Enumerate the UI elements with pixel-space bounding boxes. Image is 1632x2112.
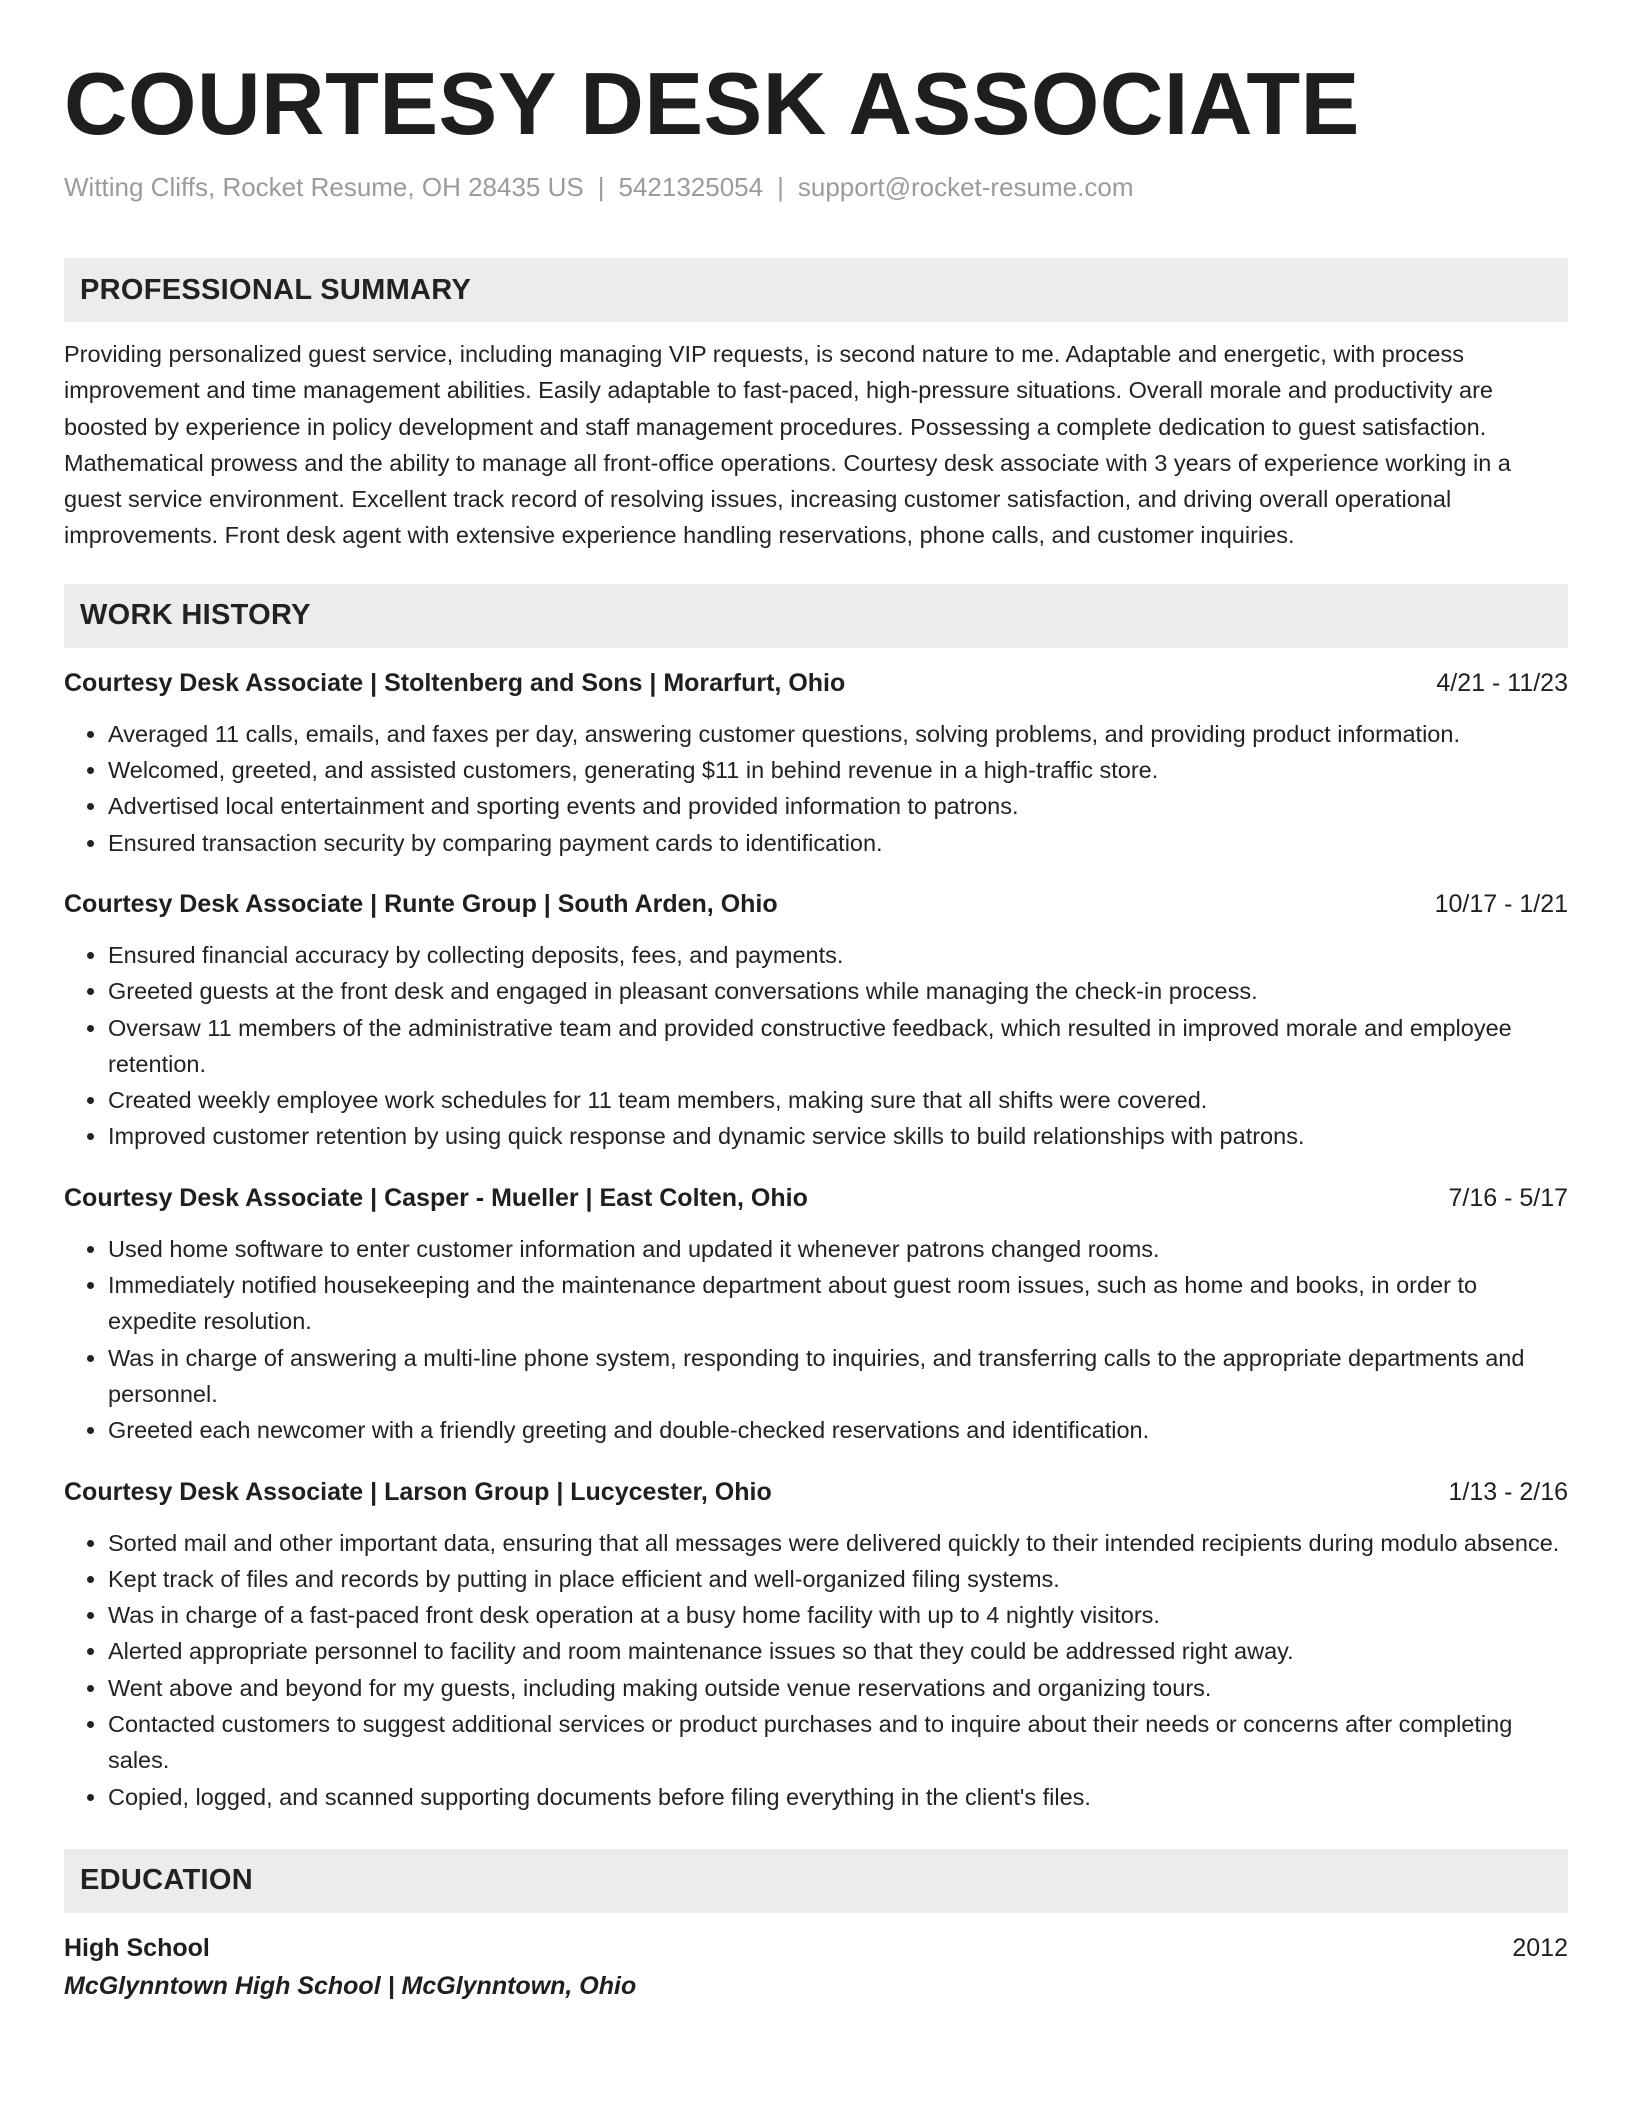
work-history-list [64, 666, 1568, 1815]
job-bullet: • Created weekly employee work schedules for 11 team members, making sure that all shifts were covered. [108, 1082, 1568, 1118]
education-entry [64, 1931, 1568, 2003]
job-title: Courtesy Desk Associate | Stoltenberg and Sons | Morarfurt, Ohio [64, 668, 846, 697]
job-header [64, 1475, 1568, 1509]
job-entry [64, 887, 1568, 1155]
education-degree: High School [64, 1933, 210, 1962]
job-bullet: • Used home software to enter customer information and updated it whenever patrons changed rooms. [108, 1231, 1568, 1267]
education-year: 2012 [1512, 1933, 1568, 1962]
job-entry [64, 1181, 1568, 1449]
job-header [64, 1181, 1568, 1215]
contact-email: support@rocket-resume.com [797, 172, 1134, 202]
job-title: Courtesy Desk Associate | Casper - Mueller | East Colten, Ohio [64, 1183, 808, 1212]
job-bullet: • Immediately notified housekeeping and the maintenance department about guest room issues, such as home and books, in order to expedite resolution. [108, 1267, 1568, 1340]
job-dates: 1/13 - 2/16 [1448, 1477, 1568, 1506]
job-bullet: • Welcomed, greeted, and assisted customers, generating $11 in behind revenue in a high-traffic store. [108, 752, 1568, 788]
job-bullets [64, 716, 1568, 861]
job-bullet: • Averaged 11 calls, emails, and faxes per day, answering customer questions, solving problems, and providing product information. [108, 716, 1568, 752]
job-bullet: • Advertised local entertainment and sporting events and provided information to patrons. [108, 788, 1568, 824]
job-bullet: • Contacted customers to suggest additional services or product purchases and to inquire about their needs or concerns after completing sales. [108, 1706, 1568, 1779]
job-bullet: • Oversaw 11 members of the administrative team and provided constructive feedback, which resulted in improved morale and employee retention. [108, 1010, 1568, 1083]
job-bullets [64, 1525, 1568, 1815]
job-bullet: • Ensured financial accuracy by collecting deposits, fees, and payments. [108, 937, 1568, 973]
job-bullets [64, 1231, 1568, 1449]
job-bullet: • Sorted mail and other important data, ensuring that all messages were delivered quickly to their intended recipients during modulo absence. [108, 1525, 1568, 1561]
job-bullets [64, 937, 1568, 1155]
job-bullet: • Was in charge of answering a multi-line phone system, responding to inquiries, and transferring calls to the appropriate departments and personnel. [108, 1340, 1568, 1413]
job-dates: 10/17 - 1/21 [1434, 889, 1568, 918]
job-bullet: • Alerted appropriate personnel to facility and room maintenance issues so that they could be addressed right away. [108, 1633, 1568, 1669]
job-bullet: • Kept track of files and records by putting in place efficient and well-organized filing systems. [108, 1561, 1568, 1597]
job-bullet: • Greeted each newcomer with a friendly greeting and double-checked reservations and identification. [108, 1412, 1568, 1448]
job-header [64, 887, 1568, 921]
resume-name: COURTESY DESK ASSOCIATE [64, 54, 1360, 153]
contact-separator: | [597, 172, 605, 202]
job-bullet: • Copied, logged, and scanned supporting documents before filing everything in the client's files. [108, 1779, 1568, 1815]
job-entry [64, 666, 1568, 861]
education-school: McGlynntown High School | McGlynntown, Ohio [64, 1971, 637, 2000]
job-entry [64, 1475, 1568, 1815]
section-heading-education: EDUCATION [64, 1849, 1568, 1913]
job-dates: 7/16 - 5/17 [1448, 1183, 1568, 1212]
section-heading-summary: PROFESSIONAL SUMMARY [64, 258, 1568, 322]
contact-phone: 5421325054 [618, 172, 764, 202]
summary-text: Providing personalized guest service, including managing VIP requests, is second nature to me. Adaptable and energetic, with process improvement and time management abilities. Easily adaptable to fast-paced, high-pressure situations. Overall morale and productivity are boosted by experience in policy development and staff management procedures. Possessing a complete dedication to guest satisfaction. Mathematical prowess and the ability to manage all front-office operations. Courtesy desk associate with 3 years of experience working in a guest service environment. Excellent track record of resolving issues, increasing customer satisfaction, and driving overall operational improvements. Front desk agent with extensive experience handling reservations, phone calls, and customer inquiries. [64, 341, 1511, 549]
contact-line [64, 170, 1568, 204]
education-header [64, 1931, 1568, 1965]
section-heading-work-history: WORK HISTORY [64, 584, 1568, 648]
contact-address: Witting Cliffs, Rocket Resume, OH 28435 US [64, 172, 584, 202]
job-title: Courtesy Desk Associate | Runte Group | South Arden, Ohio [64, 889, 778, 918]
job-bullet: • Improved customer retention by using quick response and dynamic service skills to build relationships with patrons. [108, 1118, 1568, 1154]
job-bullet: • Ensured transaction security by comparing payment cards to identification. [108, 825, 1568, 861]
job-header [64, 666, 1568, 700]
contact-separator: | [777, 172, 784, 202]
job-bullet: • Was in charge of a fast-paced front desk operation at a busy home facility with up to 4 nightly visitors. [108, 1597, 1568, 1633]
job-dates: 4/21 - 11/23 [1436, 668, 1568, 697]
job-bullet: • Went above and beyond for my guests, including making outside venue reservations and organizing tours. [108, 1670, 1568, 1706]
job-bullet: • Greeted guests at the front desk and engaged in pleasant conversations while managing the check-in process. [108, 973, 1568, 1009]
job-title: Courtesy Desk Associate | Larson Group | Lucycester, Ohio [64, 1477, 772, 1506]
resume-page [64, 52, 1568, 2003]
